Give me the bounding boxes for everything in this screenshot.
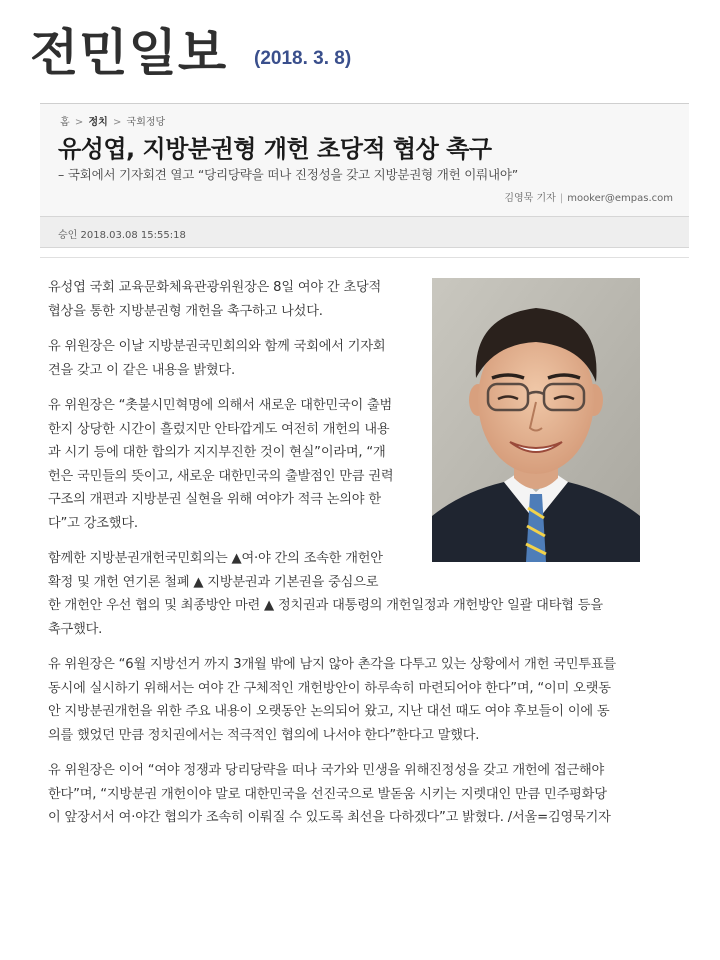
paragraph: 유성엽 국회 교육문화체육관광위원장은 8일 여야 간 초당적 협상을 통한 지방분권형 개헌을 촉구하고 나섰다. [48, 280, 382, 319]
newspaper-name: 전민일보 [30, 24, 228, 82]
breadcrumb-separator: > [112, 117, 122, 128]
reporter-name: 김영묵 기자 [504, 193, 556, 204]
article-body [48, 276, 648, 842]
breadcrumb-separator: > [74, 117, 84, 128]
article-header [40, 103, 689, 217]
article-title: 유성엽, 지방분권형 개헌 초당적 협상 촉구 [58, 135, 492, 163]
article-subtitle: – 국회에서 기자회견 열고 “당리당략을 떠나 진정성을 갖고 지방분권형 개헌 이뤄내야” [58, 167, 519, 182]
breadcrumb-section[interactable]: 정치 [88, 117, 108, 128]
paragraph: 함께한 지방분권개헌국민회의는 ▲여·야 간의 조속한 개헌안 확정 및 개헌 연기론 철폐 ▲ 지방분권과 기본권을 중심으로 한 개헌안 우선 협의 및 최종방안 마련 ▲ 정치권과 대통령의 개헌일정과 개헌방안 일괄 대타협 등을 촉구했다. [48, 551, 603, 637]
paragraph: 유 위원장은 이어 “여야 정쟁과 당리당략을 떠나 국가와 민생을 위해진정성을 갖고 개헌에 접근해야 한다”며, “지방분권 개헌이야 말로 대한민국을 선진국으로 발돋움 시키는 지렛대인 만큼 민주평화당 이 앞장서서 여·야간 협의가 조속히 이뤄질 수 있도록 최선을 다하겠다”고 밝혔다. /서울=김영묵기자 [48, 763, 611, 825]
breadcrumb-subsection[interactable]: 국회정당 [126, 117, 166, 128]
breadcrumb [60, 113, 165, 128]
byline [504, 189, 673, 204]
breadcrumb-home[interactable]: 홈 [60, 117, 70, 128]
divider [40, 257, 689, 258]
approval-bar [40, 216, 689, 248]
paragraph: 유 위원장은 이날 지방분권국민회의와 함께 국회에서 기자회 견을 갖고 이 같은 내용을 밝혔다. [48, 339, 386, 378]
paragraph: 유 위원장은 “촛불시민혁명에 의해서 새로운 대한민국이 출범 한지 상당한 시간이 흘렀지만 안타깝게도 여전히 개헌의 내용 과 시기 등에 대한 합의가 지지부진한 것이 현실”이라며, “개 헌은 국민들의 뜻이고, 새로운 대한민국의 출발점인 만큼 권력 구조의 개편과 지방분권 실현을 위해 여야가 적극 논의야 한 다”고 강조했다. [48, 398, 394, 531]
byline-divider: | [559, 193, 564, 204]
paragraph: 유 위원장은 “6월 지방선거 까지 3개월 밖에 남지 않아 촌각을 다투고 있는 상황에서 개헌 국민투표를 동시에 실시하기 위해서는 여야 간 구체적인 개헌방안이 하루속히 마련되어야 한다”며, “이미 오랫동 안 지방분권개헌을 위한 주요 내용이 오랫동안 논의되어 왔고, 지난 대선 때도 여야 후보들이 이에 동 의를 했었던 만큼 정치권에서는 적극적인 협의에 나서야 한다”한다고 말했다. [48, 657, 616, 743]
publication-date: (2018. 3. 8) [254, 48, 352, 69]
approval-timestamp: 승인 2018.03.08 15:55:18 [58, 230, 186, 241]
reporter-email[interactable]: mooker@empas.com [567, 193, 673, 204]
